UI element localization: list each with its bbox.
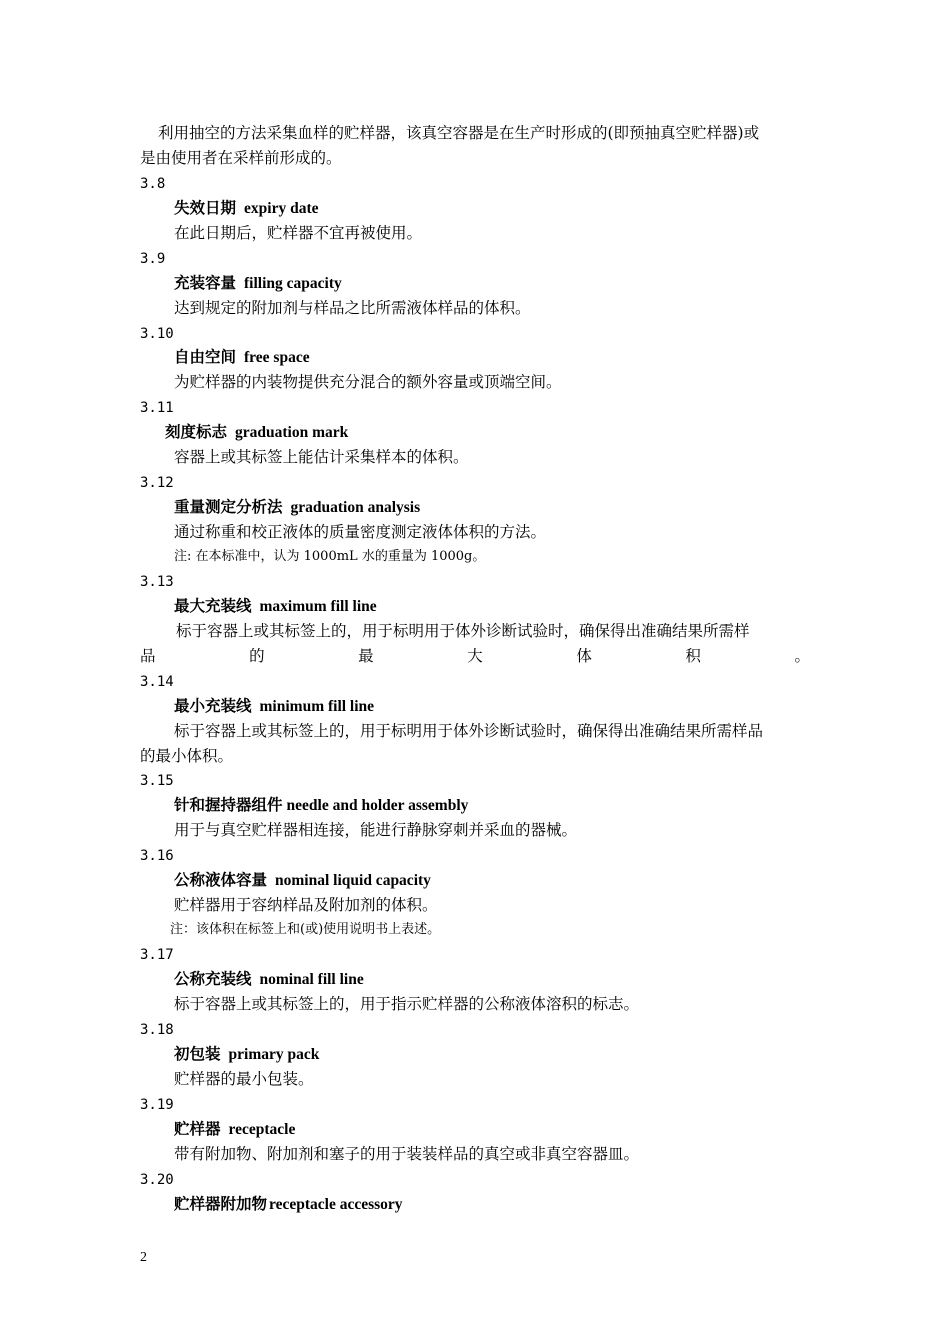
justified-char: 最 — [358, 647, 374, 665]
term-zh: 充装容量 — [174, 273, 237, 292]
term-en: nominal liquid capacity — [275, 872, 431, 889]
note-nominal-liquid-capacity: 注：该体积在标签上和(或)使用说明书上表述。 — [170, 922, 441, 937]
term-zh: 最小充装线 — [174, 696, 252, 715]
term-zh: 刻度标志 — [165, 422, 228, 441]
definition-expiry-date: 在此日期后，贮样器不宜再被使用。 — [174, 224, 423, 242]
term-zh: 重量测定分析法 — [174, 497, 283, 516]
term-en: graduation analysis — [290, 499, 421, 516]
clause-number-3-16: 3.16 — [140, 848, 174, 864]
definition-receptacle: 带有附加物、附加剂和塞子的用于装装样品的真空或非真空容器皿。 — [174, 1145, 640, 1163]
term-graduation-analysis — [174, 497, 420, 518]
term-free-space — [174, 347, 310, 368]
clause-number-3-18: 3.18 — [140, 1022, 174, 1038]
clause-number-3-19: 3.19 — [140, 1097, 174, 1113]
term-en: graduation mark — [235, 424, 349, 441]
justified-char: 。 — [794, 647, 810, 665]
clause-number-3-13: 3.13 — [140, 574, 174, 590]
term-minimum-fill-line — [174, 696, 374, 717]
term-en: nominal fill line — [259, 971, 364, 988]
definition-nominal-fill-line: 标于容器上或其标签上的，用于指示贮样器的公称液体溶积的标志。 — [174, 995, 640, 1013]
term-zh: 公称充装线 — [174, 969, 252, 988]
justified-char: 积 — [685, 647, 701, 665]
clause-number-3-17: 3.17 — [140, 947, 174, 963]
note-graduation-analysis: 注: 在本标准中，认为 1000mL 水的重量为 1000g。 — [174, 549, 486, 564]
term-zh: 失效日期 — [174, 198, 237, 217]
justified-char: 大 — [467, 647, 483, 665]
term-zh: 针和握持器组件 — [174, 795, 283, 814]
term-en: needle and holder assembly — [286, 797, 469, 814]
term-maximum-fill-line — [174, 596, 377, 617]
term-en: receptacle accessory — [269, 1196, 403, 1213]
term-zh: 公称液体容量 — [174, 870, 268, 889]
term-zh: 贮样器附加物 — [174, 1194, 268, 1213]
clause-number-3-10: 3.10 — [140, 326, 174, 342]
term-en: primary pack — [228, 1046, 320, 1063]
clause-number-3-9: 3.9 — [140, 251, 166, 267]
term-en: filling capacity — [244, 275, 342, 292]
term-expiry-date — [174, 198, 319, 219]
justified-char: 的 — [249, 647, 265, 665]
term-en: free space — [244, 349, 310, 366]
definition-free-space: 为贮样器的内装物提供充分混合的额外容量或顶端空间。 — [174, 373, 562, 391]
term-en: maximum fill line — [259, 598, 377, 615]
justified-char: 品 — [140, 647, 156, 665]
clause-number-3-12: 3.12 — [140, 475, 174, 491]
definition-nominal-liquid-capacity: 贮样器用于容纳样品及附加剂的体积。 — [174, 896, 438, 914]
term-needle-and-holder-assembly — [174, 795, 468, 816]
term-en: receptacle — [228, 1121, 296, 1138]
clause-number-3-11: 3.11 — [140, 400, 174, 416]
definition-graduation-analysis: 通过称重和校正液体的质量密度测定液体体积的方法。 — [174, 523, 547, 541]
intro-line-2: 是由使用者在采样前形成的。 — [140, 149, 342, 167]
definition-maximum-fill-line-continued — [140, 646, 810, 666]
intro-line-1: 利用抽空的方法采集血样的贮样器，该真空容器是在生产时形成的(即预抽真空贮样器)或 — [158, 124, 760, 142]
definition-needle-and-holder-assembly: 用于与真空贮样器相连接，能进行静脉穿刺并采血的器械。 — [174, 821, 578, 839]
term-zh: 贮样器 — [174, 1119, 221, 1138]
term-zh: 初包装 — [174, 1044, 221, 1063]
definition-minimum-fill-line: 标于容器上或其标签上的，用于标明用于体外诊断试验时，确保得出准确结果所需样品 — [174, 722, 764, 740]
clause-number-3-15: 3.15 — [140, 773, 174, 789]
term-zh: 自由空间 — [174, 347, 237, 366]
clause-number-3-20: 3.20 — [140, 1172, 174, 1188]
definition-primary-pack: 贮样器的最小包装。 — [174, 1070, 314, 1088]
term-en: minimum fill line — [259, 698, 375, 715]
term-primary-pack — [174, 1044, 319, 1065]
term-filling-capacity — [174, 273, 342, 294]
term-nominal-fill-line — [174, 969, 364, 990]
clause-number-3-8: 3.8 — [140, 176, 166, 192]
term-en: expiry date — [244, 200, 319, 217]
clause-number-3-14: 3.14 — [140, 674, 174, 690]
page-number: 2 — [140, 1250, 147, 1265]
term-zh: 最大充装线 — [174, 596, 252, 615]
term-receptacle-accessory — [174, 1194, 403, 1215]
definition-maximum-fill-line: 标于容器上或其标签上的，用于标明用于体外诊断试验时，确保得出准确结果所需样 — [176, 622, 750, 640]
term-nominal-liquid-capacity — [174, 870, 431, 891]
definition-graduation-mark: 容器上或其标签上能估计采集样本的体积。 — [174, 448, 469, 466]
term-graduation-mark — [165, 422, 348, 443]
definition-minimum-fill-line-continued: 的最小体积。 — [140, 747, 234, 765]
term-receptacle — [174, 1119, 295, 1140]
justified-char: 体 — [576, 647, 592, 665]
definition-filling-capacity: 达到规定的附加剂与样品之比所需液体样品的体积。 — [174, 299, 531, 317]
